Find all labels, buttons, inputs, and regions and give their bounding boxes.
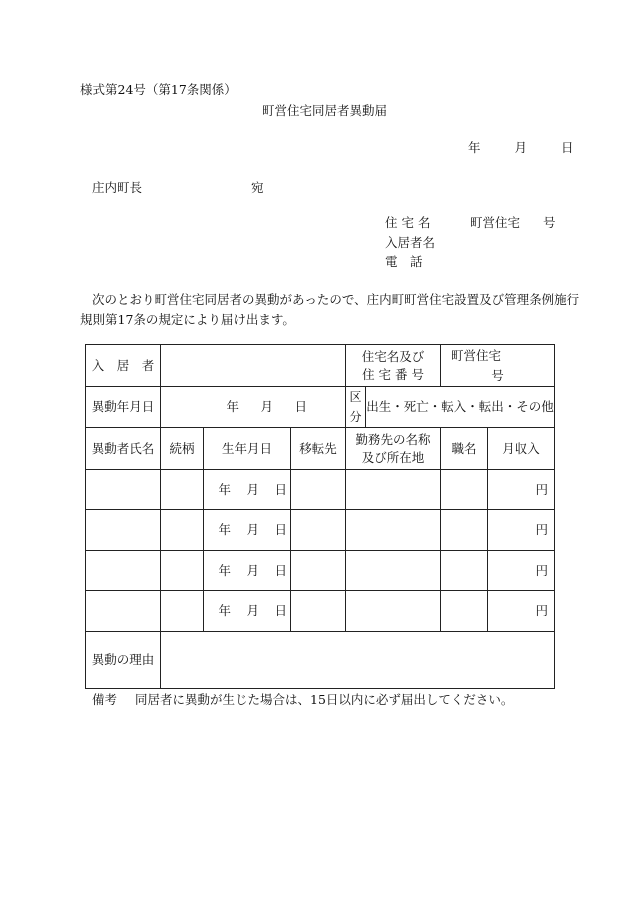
house-value-field[interactable] — [441, 345, 555, 387]
applicant-house-number-suffix: 号 — [543, 215, 556, 230]
change-date-label: 異動年月日 — [86, 387, 161, 428]
name-cell[interactable] — [86, 510, 161, 551]
category-options[interactable]: 出生・死亡・転入・転出・その他 — [366, 387, 555, 428]
relation-cell[interactable] — [161, 551, 204, 591]
note-label: 備考 — [92, 692, 118, 707]
birth-year: 年 — [218, 562, 231, 578]
change-date-month: 月 — [260, 399, 273, 414]
document-title: 町営住宅同居者異動届 — [262, 103, 388, 118]
column-header-row — [86, 428, 555, 470]
occupation-cell[interactable] — [441, 510, 488, 551]
col-relation-header: 続柄 — [161, 428, 204, 470]
birth-month: 月 — [246, 603, 259, 618]
date-year: 年 — [468, 140, 481, 155]
birth-day: 日 — [274, 603, 287, 618]
name-cell[interactable] — [86, 470, 161, 510]
birth-year: 年 — [218, 481, 231, 497]
reason-label: 異動の理由 — [86, 632, 161, 689]
birth-day: 日 — [274, 481, 287, 497]
name-cell[interactable] — [86, 591, 161, 632]
workplace-cell[interactable] — [346, 591, 441, 632]
house-name-label-line-2: 住 宅 番 号 — [362, 366, 424, 382]
body-text-line-2: 規則第17条の規定により届け出ます。 — [80, 312, 295, 327]
date-month: 月 — [514, 140, 527, 155]
resident-row — [86, 345, 555, 387]
house-number-suffix: 号 — [491, 367, 504, 383]
addressee-suffix: 宛 — [251, 180, 264, 195]
body-text-line-1: 次のとおり町営住宅同居者の異動があったので、庄内町町営住宅設置及び管理条例施行 — [92, 292, 580, 307]
reason-field[interactable] — [161, 632, 555, 689]
change-date-field[interactable] — [161, 387, 346, 428]
change-report-table — [85, 344, 555, 689]
moved-to-cell[interactable] — [291, 510, 346, 551]
resident-label: 入 居 者 — [86, 345, 161, 387]
name-cell[interactable] — [86, 551, 161, 591]
note-text: 同居者に異動が生じた場合は、15日以内に必ず届出してください。 — [134, 692, 514, 707]
addressee-name: 庄内町長 — [92, 180, 143, 195]
birth-year: 年 — [218, 603, 231, 618]
birth-month: 月 — [246, 522, 259, 537]
moved-to-cell[interactable] — [291, 591, 346, 632]
birth-month: 月 — [246, 562, 259, 578]
workplace-cell[interactable] — [346, 551, 441, 591]
income-cell[interactable] — [488, 591, 555, 632]
income-cell[interactable] — [488, 470, 555, 510]
form-number: 様式第24号（第17条関係） — [80, 82, 237, 97]
workplace-cell[interactable] — [346, 470, 441, 510]
date-day: 日 — [560, 140, 574, 155]
col-workplace-header — [346, 428, 441, 470]
income-unit: 円 — [535, 562, 549, 578]
relation-cell[interactable] — [161, 510, 204, 551]
house-value: 町営住宅 — [451, 347, 502, 363]
birthdate-cell[interactable] — [204, 510, 291, 551]
birth-year: 年 — [218, 522, 231, 537]
occupation-cell[interactable] — [441, 591, 488, 632]
applicant-house-label: 住 宅 名 — [385, 215, 431, 230]
col-moved-to-header: 移転先 — [291, 428, 346, 470]
col-workplace-header-line-1: 勤務先の名称 — [355, 431, 431, 447]
col-income-header: 月収入 — [488, 428, 555, 470]
change-date-day: 日 — [294, 399, 307, 414]
col-name-header: 異動者氏名 — [86, 428, 161, 470]
applicant-house-value: 町営住宅 — [470, 215, 521, 230]
category-label: 区分 — [346, 387, 366, 428]
birth-day: 日 — [274, 522, 287, 537]
applicant-resident-label: 入居者名 — [385, 235, 436, 250]
house-name-label — [346, 345, 441, 387]
change-date-row — [86, 387, 555, 428]
table-row — [86, 470, 555, 510]
birthdate-cell[interactable] — [204, 551, 291, 591]
relation-cell[interactable] — [161, 591, 204, 632]
income-unit: 円 — [535, 522, 549, 537]
relation-cell[interactable] — [161, 470, 204, 510]
birthdate-cell[interactable] — [204, 470, 291, 510]
reason-row — [86, 632, 555, 689]
birth-month: 月 — [246, 481, 259, 497]
income-unit: 円 — [535, 481, 549, 497]
change-date-year: 年 — [226, 399, 239, 414]
table-row — [86, 591, 555, 632]
occupation-cell[interactable] — [441, 551, 488, 591]
moved-to-cell[interactable] — [291, 470, 346, 510]
moved-to-cell[interactable] — [291, 551, 346, 591]
date-line — [468, 138, 573, 156]
table-row — [86, 510, 555, 551]
workplace-cell[interactable] — [346, 510, 441, 551]
income-unit: 円 — [535, 603, 549, 618]
house-name-label-line-1: 住宅名及び — [361, 348, 425, 364]
income-cell[interactable] — [488, 510, 555, 551]
applicant-phone-label: 電 話 — [385, 254, 423, 269]
resident-name-field[interactable] — [161, 345, 346, 387]
col-occupation-header: 職名 — [441, 428, 488, 470]
occupation-cell[interactable] — [441, 470, 488, 510]
birth-day: 日 — [274, 562, 287, 578]
col-birthdate-header: 生年月日 — [204, 428, 291, 470]
birthdate-cell[interactable] — [204, 591, 291, 632]
col-workplace-header-line-2: 及び所在地 — [361, 449, 425, 465]
income-cell[interactable] — [488, 551, 555, 591]
table-row — [86, 551, 555, 591]
note — [92, 690, 513, 708]
